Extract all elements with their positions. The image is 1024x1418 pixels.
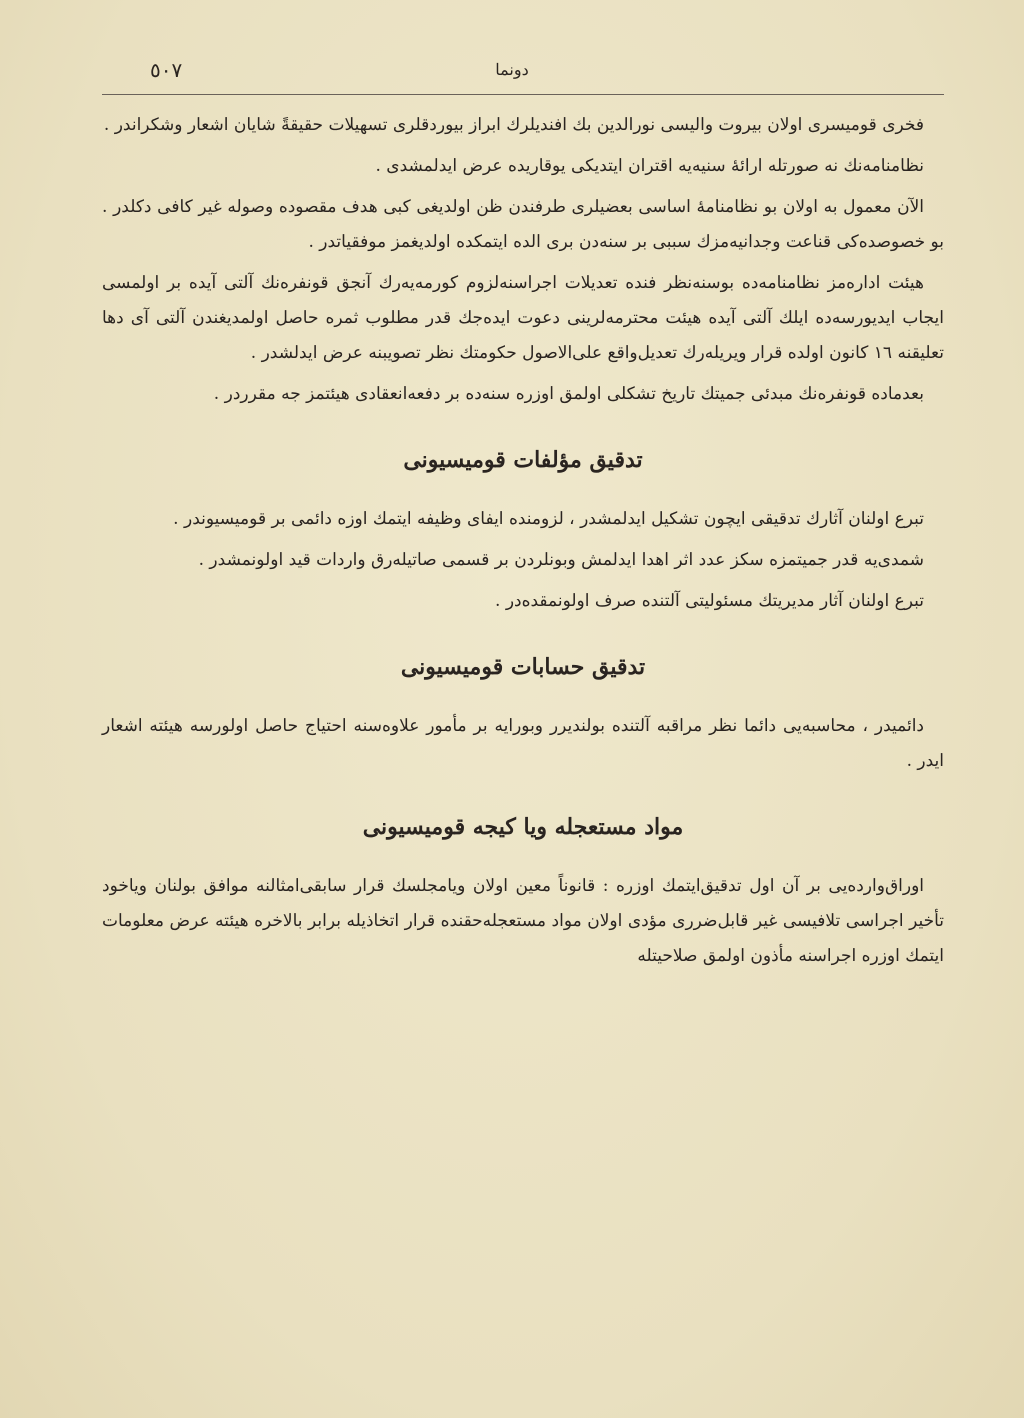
paragraph: الآن معمول به اولان بو نظامنامهٔ اساسی بعضیلری طرفندن ظن اولدیغی کبی هدف مقصوده وصوله غیر کافی دکلدر . بو خصوصده‌کی قناعت وجدانیه‌مزك سببی بر سنه‌دن بری الده ایتمکده اولدیغمز موفقیاتدر . [102,197,944,252]
paragraph: شمدی‌یه قدر جمیتمزه سکز عدد اثر اهدا ایدلمش وبونلردن بر قسمی صاتیله‌رق واردات قید اولونمشدر . [198,550,924,570]
paragraph: فخری قومیسری اولان بیروت والیسی نورالدین بك افندیلرك ابراز بیوردقلری تسهیلات حقیقةً شایان اشعار وشکراندر . [103,115,924,135]
running-title: دونما [495,60,529,79]
page-number: ٥٠٧ [150,58,183,82]
paragraph: نظامنامه‌نك نه صورتله ارائهٔ سنیه‌یه اقتران ایتدیکی یوقاریده عرض ایدلمشدی . [375,156,924,176]
paragraph: دائمیدر ، محاسبه‌یی دائما نظر مراقبه آلتنده بولندیرر وبورایه بر مأمور علاوه‌سنه احتیاج حاصل اولورسه هیئته اشعار ایدر . [102,716,944,771]
paragraph: تبرع اولنان آثار مدیریتك مسئولیتی آلتنده صرف اولونمقده‌در . [495,591,924,611]
section-heading: مواد مستعجله ویا کیجه قومیسیونی [362,814,684,840]
section-heading: تدقیق حسابات قومیسیونی [400,654,646,680]
paragraph: تبرع اولنان آثارك تدقیقی ایچون تشکیل ایدلمشدر ، لزومنده ایفای وظیفه ایتمك اوزه دائمی بر قومیسیوندر . [173,509,924,529]
paragraph: اوراق‌وارده‌یی بر آن اول تدقیق‌ایتمك اوزره : قانوناً معین اولان ویامجلسك قرار سابقی‌امثالنه موافق بولنان ویاخود تأخیر اجراسی تلافیسی غیر قابل‌ضرری مؤدی اولان مواد مستعجله‌حقنده قرار اتخاذیله برابر بالاخره هیئته عرض معلومات ایتمك اوزره اجراسنه مأذون اولمق صلاحیتله [102,876,944,966]
section-heading: تدقیق مؤلفات قومیسیونی [403,447,643,473]
paragraph: بعدماده قونفره‌نك مبدئی جمیتك تاریخ تشکلی اولمق اوزره سنه‌ده بر دفعه‌انعقادی هیئتمز جه مقرردر . [213,384,924,404]
header-divider [102,94,944,97]
body-text [102,108,944,980]
paragraph: هیئت اداره‌مز نظامنامه‌ده بوسنه‌نظر فنده تعدیلات اجراسنه‌لزوم کورمه‌یه‌رك آنجق قونفره‌نك آلتی آیده بر اولمسی ایجاب ایدیورسه‌ده ایلك آلتی آیده هیئت محترمه‌لرینی دعوت ایده‌جك قدر مطلوب ثمره حاصل اولمدیغندن آلتی آی دها تعلیقنه ١٦ کانون اولده قرار ویریله‌رك تعدیل‌واقع علی‌الاصول حکومتك نظر تصویبنه عرض ایدلشدر . [102,273,944,363]
